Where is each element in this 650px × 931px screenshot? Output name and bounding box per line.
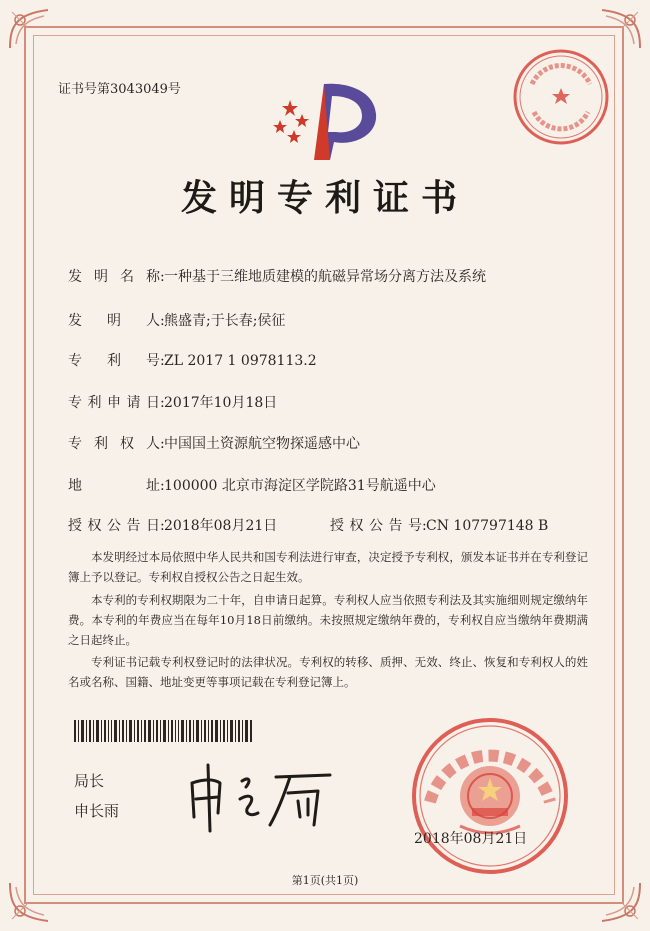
field-filing-date: 专利申请日:2017年10月18日 — [68, 392, 277, 412]
certificate-number: 证书号第3043049号 — [58, 82, 181, 97]
field-value: 2018年08月21日 — [164, 518, 278, 534]
director-name: 申长雨 — [74, 802, 120, 820]
seal-date: 2018年08月21日 — [414, 831, 528, 847]
field-inventors: 发明人:熊盛青;于长春;侯征 — [68, 310, 285, 330]
field-value: CN 107797148 B — [426, 518, 549, 534]
field-label: 发明人 — [68, 313, 160, 329]
field-value: 100000 北京市海淀区学院路31号航遥中心 — [164, 478, 436, 494]
body-paragraph: 本专利的专利权期限为二十年，自申请日起算。专利权人应当依照专利法及其实施细则规定缴纳年费。本专利的年费应当在每年10月18日前缴纳。未按照规定缴纳年费的，专利权自应当缴纳年费期满之日起终止。 — [68, 593, 588, 647]
field-value: 中国国土资源航空物探遥感中心 — [164, 436, 360, 452]
field-label: 授权公告日 — [68, 518, 160, 534]
barcode — [74, 720, 254, 742]
field-address: 地址:100000 北京市海淀区学院路31号航遥中心 — [68, 475, 436, 495]
field-label: 专利申请日 — [68, 395, 160, 411]
body-paragraph: 专利证书记载专利权登记时的法律状况。专利权的转移、质押、无效、终止、恢复和专利权人的姓名或名称、国籍、地址变更等事项记载在专利登记簿上。 — [68, 655, 588, 689]
field-label: 发明名称 — [68, 269, 160, 285]
field-label: 专利号 — [68, 353, 160, 369]
director-title: 局长 — [74, 772, 105, 790]
field-label: 地址 — [68, 478, 160, 494]
director-signature-icon — [180, 755, 340, 835]
certificate-title: 发明专利证书 — [180, 177, 469, 219]
cnipa-seal-icon — [410, 716, 570, 876]
field-label: 授权公告号 — [330, 518, 422, 534]
body-paragraph: 本发明经过本局依照中华人民共和国专利法进行审查，决定授予专利权，颁发本证书并在专利登记簿上予以登记。专利权自授权公告之日起生效。 — [68, 550, 588, 584]
field-invention-name: 发明名称:一种基于三维地质建模的航磁异常场分离方法及系统 — [68, 266, 486, 286]
field-grant-no: 授权公告号:CN 107797148 B — [330, 515, 548, 535]
corner-ornament-icon — [6, 6, 52, 52]
field-patentee: 专利权人:中国国土资源航空物探遥感中心 — [68, 433, 360, 453]
page-number: 第1页(共1页) — [291, 874, 359, 887]
field-value: 一种基于三维地质建模的航磁异常场分离方法及系统 — [164, 269, 486, 285]
agency-seal-icon — [512, 48, 610, 146]
field-value: ZL 2017 1 0978113.2 — [164, 353, 317, 369]
field-label: 专利权人 — [68, 436, 160, 452]
field-grant-date: 授权公告日:2018年08月21日 — [68, 515, 277, 535]
field-value: 2017年10月18日 — [164, 395, 278, 411]
field-patent-no: 专利号:ZL 2017 1 0978113.2 — [68, 350, 317, 370]
patent-office-logo-icon — [268, 76, 386, 168]
corner-ornament-icon — [598, 6, 644, 52]
field-value: 熊盛青;于长春;侯征 — [164, 313, 286, 329]
